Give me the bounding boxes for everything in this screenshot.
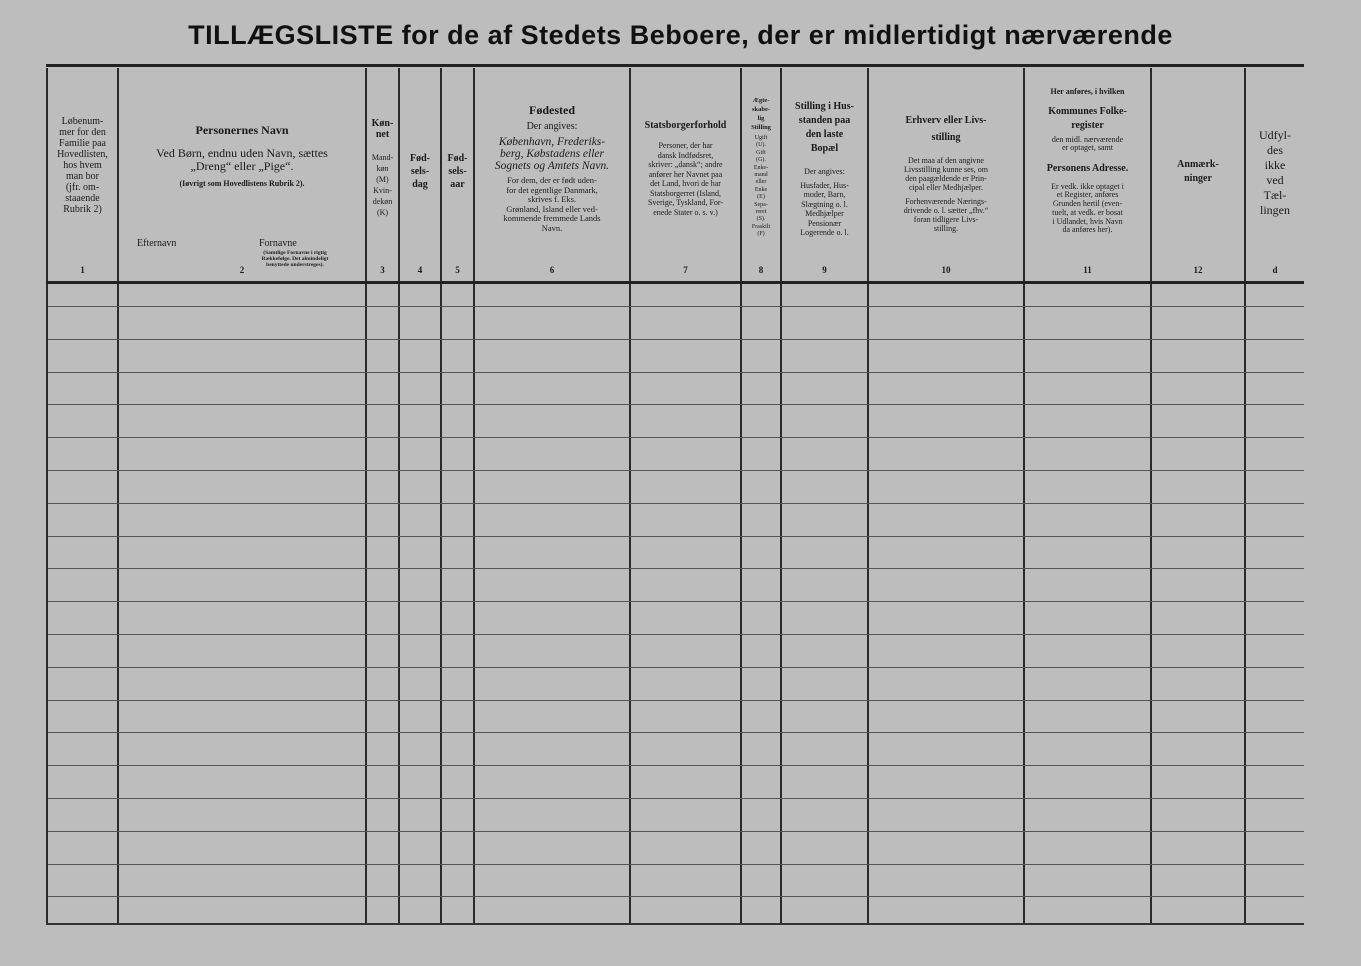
- row-line: [48, 700, 1304, 701]
- row-line: [48, 437, 1304, 438]
- top-rule: [46, 64, 1304, 67]
- col-10-title: Erhverv eller Livs- stilling: [905, 115, 987, 143]
- col-num-5: 5: [455, 265, 460, 275]
- col-11-header: [1025, 72, 1150, 278]
- col-num-12: 12: [1193, 265, 1203, 275]
- col-num-4: 4: [417, 265, 423, 275]
- col-7-header: [631, 72, 740, 278]
- col-2-note: (Iøvrigt som Hovedlistens Rubrik 2).: [179, 179, 305, 188]
- row-line: [48, 831, 1304, 832]
- col-num-9: 9: [822, 265, 827, 275]
- col-2-fornavne: Fornavne: [259, 238, 297, 249]
- row-line: [48, 798, 1304, 799]
- col-4-title: Fød- sels- dag: [410, 153, 430, 190]
- row-line: [48, 634, 1304, 635]
- row-line: [48, 864, 1304, 865]
- row-line: [48, 503, 1304, 504]
- col-2-efternavn: Efternavn: [137, 238, 177, 249]
- col-6-text2: For dem, der er født uden- for det egentlige Danmark, skrives f. Eks. Grønland, Island eller ved- kommende fremmede Lands Navn.: [503, 175, 601, 233]
- col-4-header: [400, 72, 440, 278]
- row-line: [48, 306, 1304, 307]
- col-num-1: 1: [80, 265, 85, 275]
- col-num-11: 11: [1083, 265, 1092, 275]
- row-line: [48, 536, 1304, 537]
- col-11-top: Her anføres, i hvilken: [1050, 87, 1125, 96]
- col-num-d: d: [1272, 265, 1278, 275]
- col-num-8: 8: [758, 265, 764, 275]
- col-11-title: Kommunes Folke- register: [1048, 105, 1127, 131]
- row-line: [48, 339, 1304, 340]
- col-2-instruction: Ved Børn, endnu uden Navn, sættes „Dreng“ eller „Pige“.: [156, 146, 328, 173]
- col-7-title: Statsborgerforhold: [644, 120, 727, 131]
- col-num-6: 6: [549, 265, 555, 275]
- col-1-header: [48, 72, 117, 278]
- col-d-text: Udfyl- des ikke ved Tæl- lingen: [1259, 128, 1291, 217]
- row-line: [48, 372, 1304, 373]
- col-3-header: [367, 72, 398, 278]
- col-6-text1: København, Frederiks- berg, Købstadens eller Sognets og Amtets Navn.: [494, 136, 610, 172]
- header-base-rule: [46, 281, 1304, 284]
- col-6-sub: Der angives:: [526, 121, 578, 132]
- col-6-title: Fødested: [529, 103, 575, 117]
- col-9-sub: Der angives:: [804, 167, 845, 176]
- col-8-text: Ugift (U). Gift (G). Enke- mand eller Enke (E) Sepa- reret (S). Fraskilt (F): [751, 135, 771, 238]
- col-11-title2: Personens Adresse.: [1046, 162, 1129, 174]
- col-10-header: [869, 72, 1023, 278]
- col-11-sub: den midl. nærværende er optaget, samt: [1051, 134, 1124, 152]
- col-d-header: [1246, 72, 1304, 278]
- col-9-text: Husfader, Hus- moder, Barn, Slægtning o. l. Medhjælper Pensionær Logerende o. l.: [800, 180, 849, 237]
- col-num-3: 3: [380, 265, 385, 275]
- col-7-text: Personer, der har dansk Indfødsret, skriver: „dansk“; andre anfører her Navnet paa det Land, hvori de har Statsborgerret (Island, Sverige, Tyskland, For- enede Stater o. s. v.): [647, 141, 724, 217]
- row-line: [48, 404, 1304, 405]
- col-8-title: Ægte- skabe- lig Stilling: [751, 97, 771, 131]
- col-3-title: Køn- net: [371, 118, 394, 140]
- col-num-10: 10: [941, 265, 951, 275]
- row-line: [48, 732, 1304, 733]
- col-6-header: [475, 72, 629, 278]
- col-num-2: 2: [239, 265, 245, 275]
- row-line: [48, 765, 1304, 766]
- bottom-rule: [46, 923, 1304, 925]
- col-5-title: Fød- sels- aar: [447, 153, 468, 190]
- col-num-7: 7: [683, 265, 688, 275]
- col-1-text: Løbenum- mer for den Familie paa Hovedlisten, hos hvem man bor (jfr. om- staaende Rubrik 2): [57, 116, 108, 215]
- row-line: [48, 470, 1304, 471]
- col-2-fornavne-note: (Samtlige Fornavne i rigtig Rækkefølge. Det almindeligt benyttede understreges).: [261, 250, 329, 268]
- col-3-text: Mand- køn (M) Kvin- dekøn (K): [371, 153, 394, 217]
- col-12-header: [1152, 72, 1244, 278]
- form-title: TILLÆGSLISTE for de af Stedets Beboere, der er midlertidigt nærværende: [188, 20, 1173, 50]
- row-line: [48, 896, 1304, 897]
- col-10-text1: Det maa af den angivne Livsstilling kunne ses, om den paagældende er Prin- cipal eller Medhjælper.: [904, 156, 988, 192]
- col-10-text2: Forhenværende Nærings- drivende o. l. sætter „fhv.“ foran tidligere Livs- stilling.: [903, 197, 989, 233]
- col-9-header: [782, 72, 867, 278]
- row-line: [48, 568, 1304, 569]
- col-9-title: Stilling i Hus- standen paa den laste Bopæl: [795, 101, 854, 154]
- row-line: [48, 667, 1304, 668]
- col-11-text: Er vedk. ikke optaget i et Register, anføres Grunden hertil (even- tuelt, at vedk. er bosat i Udlandet, hvis Navn da anføres her).: [1051, 181, 1124, 235]
- row-line: [48, 601, 1304, 602]
- col-8-header: [742, 72, 780, 278]
- col-5-header: [442, 72, 473, 278]
- col-2-title: Personernes Navn: [195, 123, 289, 137]
- col-12-title: Anmærk- ninger: [1177, 159, 1219, 184]
- col-2-header: [119, 72, 365, 278]
